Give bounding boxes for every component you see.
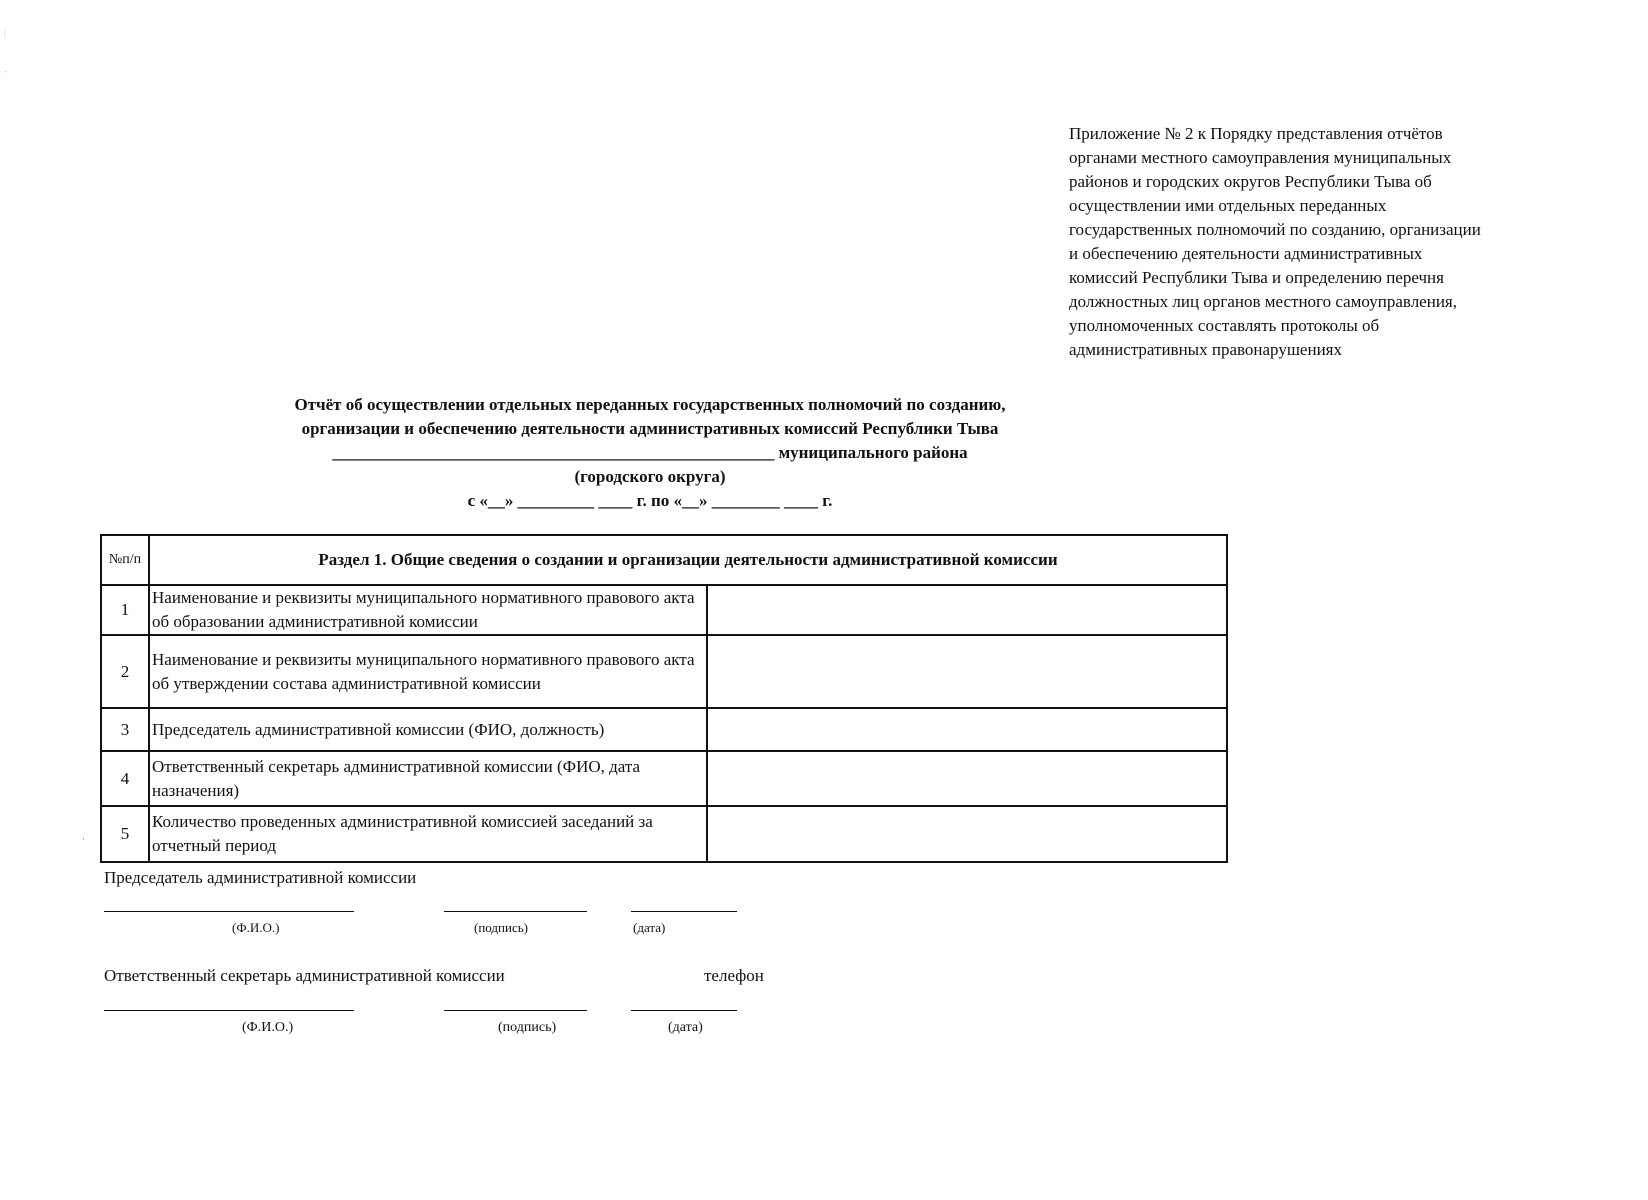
annex-line: уполномоченных составлять протоколы об	[1069, 316, 1380, 335]
annex-line: и обеспечению деятельности административных	[1069, 244, 1423, 263]
row-number: 5	[101, 806, 149, 862]
chairman-signature-caption: (подпись)	[474, 920, 528, 935]
row-value-cell[interactable]	[707, 751, 1227, 806]
row-label: Наименование и реквизиты муниципального нормативного правового акта об утверждении состава административной комиссии	[149, 635, 707, 708]
annex-line: государственных полномочий по созданию, организации	[1069, 220, 1481, 239]
row-label: Количество проведенных административной комиссией заседаний за отчетный период	[149, 806, 707, 862]
row-number: 1	[101, 585, 149, 635]
row-label: Наименование и реквизиты муниципального нормативного правового акта об образовании административной комиссии	[149, 585, 707, 635]
table-header-row	[101, 535, 1227, 585]
secretary-date-caption: (дата)	[668, 1020, 703, 1035]
report-title-line: организации и обеспечению деятельности административных комиссий Республики Тыва	[301, 419, 999, 438]
row-number: 3	[101, 708, 149, 751]
secretary-fio-caption: (Ф.И.О.)	[242, 1020, 294, 1035]
report-period-line: с «__» _________ ____ г. по «__» ________ ____ г.	[467, 491, 833, 510]
report-title-district-line: ____________________________________________________ муниципального района	[332, 443, 968, 462]
phone-label: телефон	[704, 966, 764, 985]
secretary-signature-line[interactable]	[444, 1010, 587, 1011]
annex-line: органами местного самоуправления муниципальных	[1069, 148, 1452, 167]
chairman-signature-line[interactable]	[444, 911, 587, 912]
report-title-line: (городского округа)	[574, 467, 726, 486]
num-column-header: №п/п	[101, 535, 149, 585]
row-number: 4	[101, 751, 149, 806]
scan-speck: ·	[82, 834, 85, 844]
table-row	[101, 806, 1227, 862]
secretary-label: Ответственный секретарь административной комиссии	[104, 966, 505, 985]
chairman-label: Председатель административной комиссии	[104, 868, 417, 887]
annex-header	[1069, 122, 1569, 362]
row-number: 2	[101, 635, 149, 708]
row-label: Председатель административной комиссии (ФИО, должность)	[149, 708, 707, 751]
annex-line: Приложение № 2 к Порядку представления отчётов	[1069, 124, 1443, 143]
chairman-date-line[interactable]	[631, 911, 737, 912]
section-header: Раздел 1. Общие сведения о создании и организации деятельности административной комиссии	[149, 535, 1227, 585]
annex-line: осуществлении ими отдельных переданных	[1069, 196, 1387, 215]
row-value-cell[interactable]	[707, 585, 1227, 635]
scan-speck: -	[4, 66, 7, 76]
scan-speck: |	[4, 28, 6, 38]
chairman-date-caption: (дата)	[633, 920, 666, 935]
annex-line: административных правонарушениях	[1069, 340, 1342, 359]
table-row	[101, 751, 1227, 806]
table-row	[101, 585, 1227, 635]
row-label: Ответственный секретарь административной комиссии (ФИО, дата назначения)	[149, 751, 707, 806]
chairman-fio-caption: (Ф.И.О.)	[232, 920, 280, 935]
secretary-signature-caption: (подпись)	[498, 1020, 557, 1035]
table-row	[101, 635, 1227, 708]
chairman-fio-line[interactable]	[104, 911, 354, 912]
report-table	[100, 534, 1228, 863]
report-title-line: Отчёт об осуществлении отдельных переданных государственных полномочий по созданию,	[294, 395, 1006, 414]
secretary-fio-line[interactable]	[104, 1010, 354, 1011]
row-value-cell[interactable]	[707, 806, 1227, 862]
report-title	[150, 393, 1150, 513]
table-row	[101, 708, 1227, 751]
row-value-cell[interactable]	[707, 635, 1227, 708]
row-value-cell[interactable]	[707, 708, 1227, 751]
secretary-date-line[interactable]	[631, 1010, 737, 1011]
annex-line: комиссий Республики Тыва и определению перечня	[1069, 268, 1444, 287]
annex-line: районов и городских округов Республики Тыва об	[1069, 172, 1432, 191]
annex-line: должностных лиц органов местного самоуправления,	[1069, 292, 1457, 311]
